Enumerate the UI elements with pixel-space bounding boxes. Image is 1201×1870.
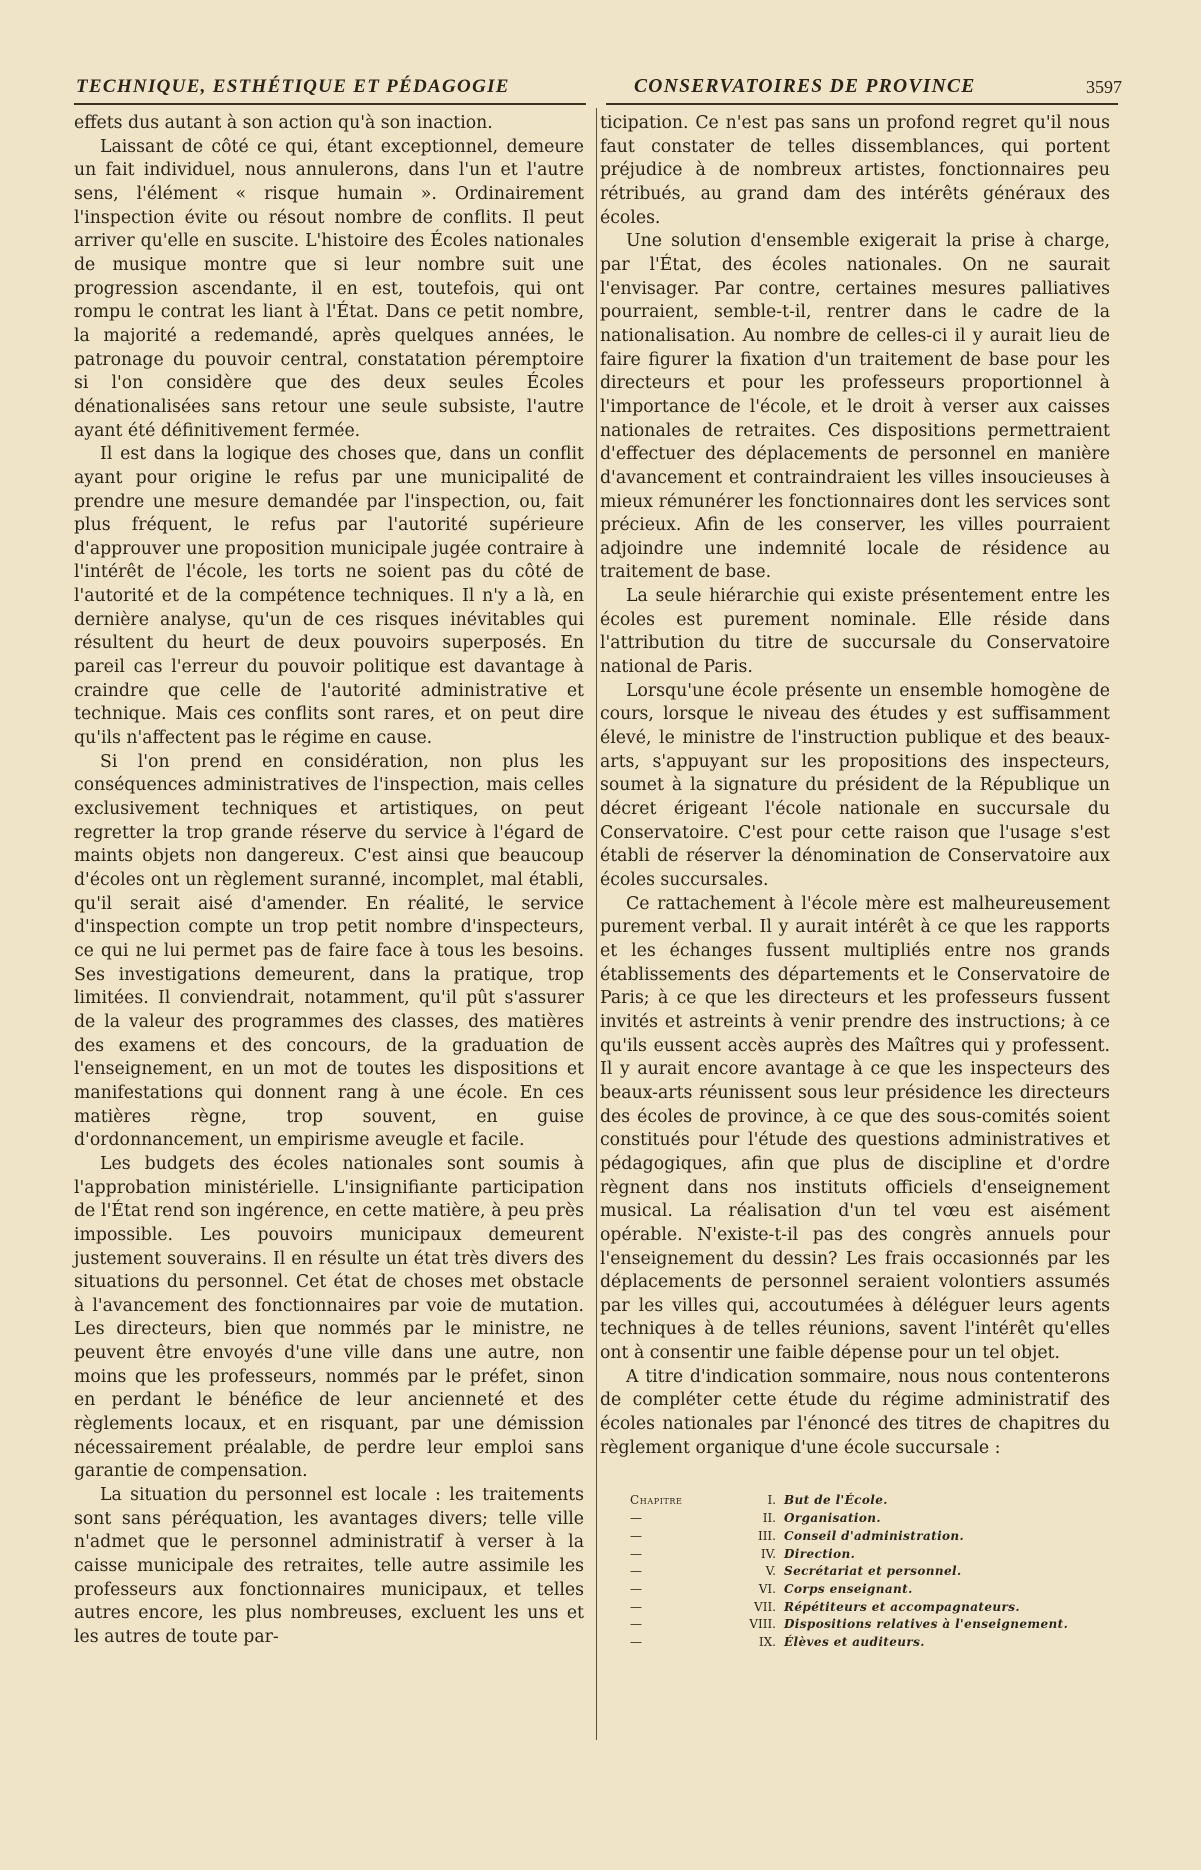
chapter-row xyxy=(630,1563,1110,1581)
chapter-label: — xyxy=(630,1617,643,1632)
paragraph: Une solution d'ensemble exigerait la prise à charge, par l'État, des écoles nationales. On ne saurait l'envisager. Par contre, certaines mesures palliatives pourraient, semble-t-il, rentrer dans le cadre de la nationalisation. Au nombre de celles-ci il y aurait lieu de faire figurer la fixation d'un traitement de base pour les directeurs et pour les professeurs proportionnel à l'importance de l'école, et le droit à verser aux caisses nationales de retraites. Ces dispositions permettraient d'effectuer des déplacements de personnel en manière d'avancement et contraindraient les villes insoucieuses à mieux rémunérer les fonctionnaires dont les services sont précieux. Afin de les conserver, les villes pourraient adjoindre une indemnité locale de résidence au traitement de base. xyxy=(600,231,1110,583)
chapter-label: — xyxy=(630,1599,643,1614)
running-header xyxy=(72,76,1122,104)
right-column xyxy=(600,112,1110,1652)
page-number: 3597 xyxy=(1086,77,1122,97)
chapter-number: I. xyxy=(767,1493,776,1508)
paragraph: Il est dans la logique des choses que, dans un conflit ayant pour origine le refus par une municipalité de prendre une mesure demandée par l'inspection, ou, fait plus fréquent, le refus par l'autorité supérieure d'approuver une proposition municipale jugée contraire à l'intérêt de l'école, les torts ne soient pas du côté de l'autorité et de la compétence techniques. Il n'y a là, en dernière analyse, qu'un de ces risques inévitables qui résultent du heurt de deux pouvoirs superposés. En pareil cas l'erreur du pouvoir politique est davantage à craindre que celle de l'autorité administrative et technique. Mais ces conflits sont rares, et on peut dire qu'ils n'affectent pas le régime en cause. xyxy=(74,444,584,749)
chapter-title: Organisation. xyxy=(784,1511,881,1526)
header-right-title: CONSERVATOIRES DE PROVINCE xyxy=(634,76,976,97)
header-left-title: TECHNIQUE, ESTHÉTIQUE ET PÉDAGOGIE xyxy=(76,76,510,97)
left-column xyxy=(74,112,584,1650)
chapter-number: IV. xyxy=(760,1546,776,1561)
chapter-label: — xyxy=(630,1581,643,1596)
chapter-title: Répétiteurs et accompagnateurs. xyxy=(784,1599,1020,1614)
chapter-label: — xyxy=(630,1511,643,1526)
chapter-number: III. xyxy=(757,1528,776,1543)
paragraph: Laissant de côté ce qui, étant exceptionnel, demeure un fait individuel, nous annulerons, dans l'un et l'autre sens, l'élément « risque humain ». Ordinairement l'inspection évite ou résout nombre de conflits. Il peut arriver qu'elle en suscite. L'histoire des Écoles nationales de musique montre que si leur nombre suit une progression ascendante, il en est, toutefois, qui ont rompu le contrat les liant à l'État. Dans ce petit nombre, la majorité a redemandé, après quelques années, le patronage du pouvoir central, constatation péremptoire si l'on considère que des deux seules Écoles dénationalisées sans retour une seule subsiste, l'autre ayant été définitivement fermée. xyxy=(74,136,584,441)
chapter-title: But de l'École. xyxy=(784,1493,888,1508)
chapter-title: Dispositions relatives à l'enseignement. xyxy=(784,1617,1069,1632)
chapter-row xyxy=(630,1528,1110,1546)
paragraph: La situation du personnel est locale : les traitements sont sans péréquation, les avantages divers; telle ville n'admet que le personnel administratif à verser à la caisse municipale des retraites, telle autre assimile les professeurs aux fonctionnaires municipaux, et telles autres encore, les plus nombreuses, excluent les uns et les autres de toute par- xyxy=(74,1485,584,1647)
chapter-title: Secrétariat et personnel. xyxy=(784,1564,962,1579)
paragraph: ticipation. Ce n'est pas sans un profond regret qu'il nous faut constater de telles dissemblances, qui portent préjudice à de nombreux artistes, fonctionnaires peu rétribués, au grand dam des intérêts généraux des écoles. xyxy=(600,113,1110,228)
paragraph: Lorsqu'une école présente un ensemble homogène de cours, lorsque le niveau des études y est suffisamment élevé, le ministre de l'instruction publique et des beaux-arts, s'appuyant sur les propositions des inspecteurs, soumet à la signature du président de la République un décret érigeant l'école nationale en succursale du Conservatoire. C'est pour cette raison que l'usage s'est établi de réserver la dénomination de Conservatoire aux écoles succursales. xyxy=(600,680,1110,890)
paragraph: Ce rattachement à l'école mère est malheureusement purement verbal. Il y aurait intérêt à ce que les rapports et les échanges fussent multipliés entre nos grands établissements des départements et le Conservatoire de Paris; à ce que les directeurs et les professeurs fussent invités et astreints à venir prendre des instructions; à ce qu'ils eussent accès auprès des Maîtres qui y professent. Il y aurait encore avantage à ce que les inspecteurs des beaux-arts réunissent sous leur présidence les directeurs des écoles de province, à ce que des sous-comités soient constitués pour l'étude des questions administratives et pédagogiques, afin que plus de discipline et d'ordre règnent dans nos instituts officiels d'enseignement musical. La réalisation d'un tel vœu est aisément opérable. N'existe-t-il pas des congrès annuels pour l'enseignement du dessin? Les frais occasionnés par les déplacements de personnel seraient volontiers assumés par les villes qui, accoutumées à déléguer leurs agents techniques à de telles réunions, savent l'intérêt qu'elles ont à consentir une faible dépense pour un tel objet. xyxy=(600,893,1110,1364)
paragraph: effets dus autant à son action qu'à son inaction. xyxy=(74,113,493,133)
chapter-label: — xyxy=(630,1564,643,1579)
paragraph: A titre d'indication sommaire, nous nous contenterons de compléter cette étude du régime administratif des écoles nationales par l'énoncé des titres de chapitres du règlement organique d'une école succursale : xyxy=(600,1366,1110,1458)
chapter-title: Élèves et auditeurs. xyxy=(784,1635,925,1650)
chapter-title: Conseil d'administration. xyxy=(784,1528,965,1543)
chapter-row xyxy=(630,1599,1110,1617)
chapter-row xyxy=(630,1634,1110,1652)
chapter-label: — xyxy=(630,1528,643,1543)
column-divider xyxy=(596,108,597,1740)
chapter-number: VI. xyxy=(758,1581,776,1596)
chapter-label: — xyxy=(630,1635,643,1650)
chapter-label: Chapitre xyxy=(630,1493,683,1508)
header-rule-right xyxy=(606,103,1118,105)
chapter-title: Direction. xyxy=(784,1546,856,1561)
chapter-number: VII. xyxy=(754,1599,776,1614)
chapter-number: IX. xyxy=(758,1635,776,1650)
paragraph: La seule hiérarchie qui existe présentement entre les écoles est purement nominale. Elle réside dans l'attribution du titre de succursale du Conservatoire national de Paris. xyxy=(600,586,1110,678)
chapter-row xyxy=(630,1492,1110,1510)
chapter-row xyxy=(630,1510,1110,1528)
paragraph: Les budgets des écoles nationales sont soumis à l'approbation ministérielle. L'insignifiante participation de l'État rend son ingérence, en cette matière, à peu près impossible. Les pouvoirs municipaux demeurent justement souverains. Il en résulte un état très divers des situations du personnel. Cet état de choses met obstacle à l'avancement des fonctionnaires par voie de mutation. Les directeurs, bien que nommés par le ministre, ne peuvent être envoyés d'une ville dans une autre, non moins que les professeurs, nommés par le préfet, sinon en perdant le bénéfice de leur ancienneté et des règlements locaux, et en risquant, par une démission nécessairement préalable, de perdre leur emploi sans garantie de compensation. xyxy=(74,1153,584,1482)
chapter-number: II. xyxy=(762,1511,776,1526)
paragraph: Si l'on prend en considération, non plus les conséquences administratives de l'inspection, mais celles exclusivement techniques et artistiques, on peut regretter la trop grande réserve du service à l'égard de maints objets non dangereux. C'est ainsi que beaucoup d'écoles ont un règlement suranné, incomplet, mal établi, qu'il serait aisé d'amender. En réalité, le service d'inspection compte un trop petit nombre d'inspecteurs, ce qui ne lui permet pas de faire face à tous les besoins. Ses investigations demeurent, dans la pratique, trop limitées. Il conviendrait, notamment, qu'il pût s'assurer de la valeur des programmes des classes, des matières des examens et des concours, de la graduation de l'enseignement, en un mot de toutes les dispositions et manifestations qui donnent rang à une école. En ces matières règne, trop souvent, en guise d'ordonnancement, un empirisme aveugle et facile. xyxy=(74,751,584,1151)
chapter-number: VIII. xyxy=(749,1617,776,1632)
chapter-row xyxy=(630,1581,1110,1599)
chapter-number: V. xyxy=(765,1564,776,1579)
header-rule-left xyxy=(74,103,586,105)
chapter-title: Corps enseignant. xyxy=(784,1581,913,1596)
chapter-list xyxy=(600,1492,1110,1651)
chapter-row xyxy=(630,1546,1110,1564)
chapter-row xyxy=(630,1616,1110,1634)
chapter-label: — xyxy=(630,1546,643,1561)
